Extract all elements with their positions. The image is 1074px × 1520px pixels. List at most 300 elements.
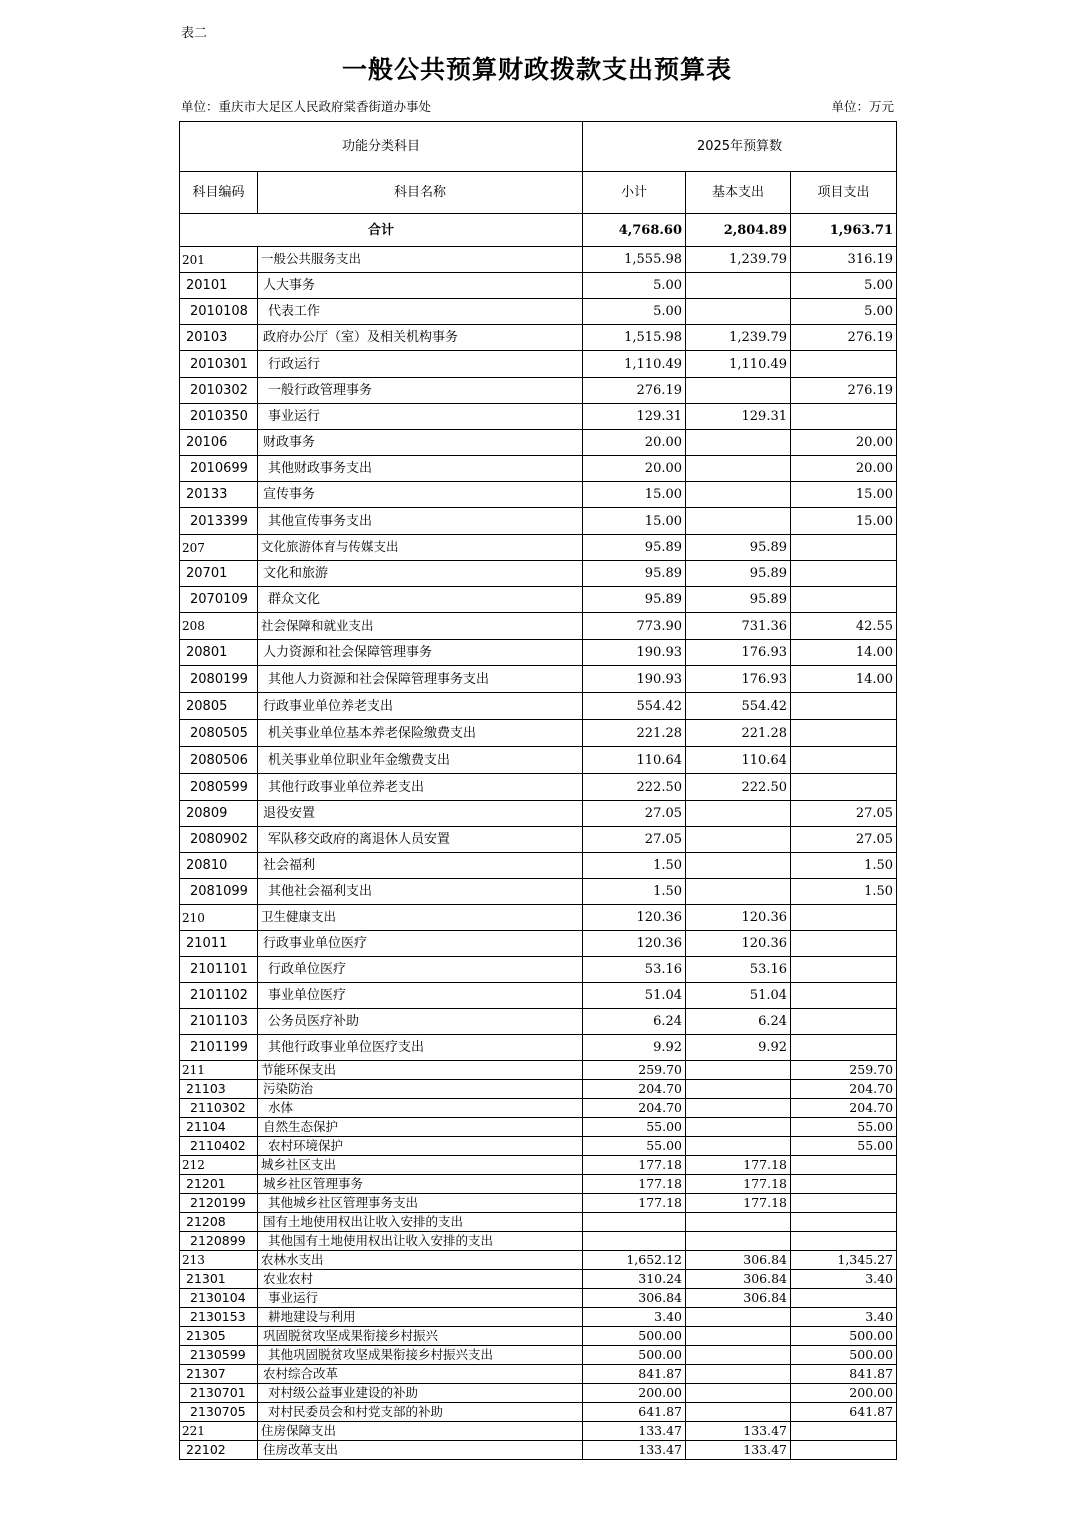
header-row-columns [180,172,897,214]
cell-project [791,404,897,430]
cell-code: 212 [180,1156,258,1175]
table-row [180,456,897,482]
table-row [180,1422,897,1441]
table-row [180,1194,897,1213]
table-row [180,1061,897,1080]
table-row [180,983,897,1009]
cell-subtotal: 177.18 [583,1156,686,1175]
cell-code: 2120899 [180,1232,258,1251]
cell-subtotal: 259.70 [583,1061,686,1080]
cell-code: 2110302 [180,1099,258,1118]
cell-name: 社会福利 [258,853,583,879]
table-row [180,378,897,404]
cell-subtotal: 110.64 [583,747,686,774]
cell-basic: 1,110.49 [686,351,791,378]
cell-subtotal: 55.00 [583,1118,686,1137]
cell-basic [686,378,791,404]
page-title: 一般公共预算财政拨款支出预算表 [341,55,732,84]
cell-subtotal: 310.24 [583,1270,686,1289]
cell-project: 5.00 [791,299,897,325]
cell-name: 人大事务 [258,273,583,299]
cell-name: 其他人力资源和社会保障管理事务支出 [258,666,583,693]
cell-project: 276.19 [791,325,897,351]
cell-basic: 306.84 [686,1251,791,1270]
cell-basic: 120.36 [686,931,791,957]
table-row [180,1175,897,1194]
table-row [180,1308,897,1327]
cell-project [791,747,897,774]
cell-subtotal: 95.89 [583,587,686,613]
cell-code: 213 [180,1251,258,1270]
cell-code: 210 [180,905,258,931]
cell-basic: 95.89 [686,561,791,587]
cell-code: 2070109 [180,587,258,613]
table-row [180,720,897,747]
cell-basic [686,1327,791,1346]
cell-name: 事业运行 [258,404,583,430]
cell-project: 14.00 [791,640,897,666]
cell-project: 200.00 [791,1384,897,1403]
cell-project [791,587,897,613]
cell-basic [686,1403,791,1422]
cell-basic [686,1099,791,1118]
table-row [180,1118,897,1137]
cell-code: 2080199 [180,666,258,693]
table-row [180,1099,897,1118]
table-row [180,1365,897,1384]
cell-subtotal: 641.87 [583,1403,686,1422]
cell-project: 27.05 [791,801,897,827]
cell-name: 农村环境保护 [258,1137,583,1156]
header-subtotal: 小计 [583,172,686,214]
cell-basic: 1,239.79 [686,325,791,351]
cell-subtotal: 95.89 [583,561,686,587]
cell-code: 20801 [180,640,258,666]
cell-subtotal: 51.04 [583,983,686,1009]
cell-project: 641.87 [791,1403,897,1422]
cell-code: 21301 [180,1270,258,1289]
cell-code: 201 [180,247,258,273]
cell-project [791,1175,897,1194]
cell-code: 21011 [180,931,258,957]
cell-subtotal: 120.36 [583,905,686,931]
cell-project [791,1035,897,1061]
table-row [180,561,897,587]
cell-code: 2130705 [180,1403,258,1422]
table-row [180,351,897,378]
cell-name: 事业单位医疗 [258,983,583,1009]
table-row [180,1403,897,1422]
cell-name: 其他宣传事务支出 [258,508,583,535]
cell-subtotal: 27.05 [583,827,686,853]
cell-subtotal: 15.00 [583,508,686,535]
cell-project [791,535,897,561]
cell-project [791,983,897,1009]
cell-subtotal: 190.93 [583,640,686,666]
cell-project: 500.00 [791,1346,897,1365]
cell-basic: 306.84 [686,1270,791,1289]
cell-subtotal: 554.42 [583,693,686,720]
cell-subtotal: 841.87 [583,1365,686,1384]
table-row [180,693,897,720]
table-row [180,1289,897,1308]
cell-name: 对村级公益事业建设的补助 [258,1384,583,1403]
cell-code: 21208 [180,1213,258,1232]
cell-code: 2101101 [180,957,258,983]
cell-project [791,561,897,587]
cell-name: 军队移交政府的离退休人员安置 [258,827,583,853]
cell-code: 207 [180,535,258,561]
total-project: 1,963.71 [791,214,897,247]
cell-project [791,693,897,720]
budget-table-body [180,122,897,1460]
cell-project: 204.70 [791,1080,897,1099]
cell-project: 841.87 [791,1365,897,1384]
cell-basic: 554.42 [686,693,791,720]
cell-code: 208 [180,613,258,640]
cell-basic [686,1232,791,1251]
table-row [180,430,897,456]
cell-basic: 221.28 [686,720,791,747]
cell-name: 住房保障支出 [258,1422,583,1441]
cell-subtotal: 1,515.98 [583,325,686,351]
cell-project: 1.50 [791,853,897,879]
table-row [180,247,897,273]
cell-subtotal: 1,652.12 [583,1251,686,1270]
cell-project [791,1009,897,1035]
cell-project: 204.70 [791,1099,897,1118]
cell-name: 对村民委员会和村党支部的补助 [258,1403,583,1422]
table-row [180,666,897,693]
cell-code: 21305 [180,1327,258,1346]
cell-subtotal: 204.70 [583,1080,686,1099]
cell-code: 2120199 [180,1194,258,1213]
cell-name: 宣传事务 [258,482,583,508]
cell-name: 卫生健康支出 [258,905,583,931]
cell-name: 耕地建设与利用 [258,1308,583,1327]
cell-project: 316.19 [791,247,897,273]
cell-name: 住房改革支出 [258,1441,583,1460]
cell-subtotal: 5.00 [583,273,686,299]
cell-subtotal: 133.47 [583,1422,686,1441]
cell-subtotal: 20.00 [583,456,686,482]
cell-basic: 177.18 [686,1175,791,1194]
total-row [180,214,897,247]
cell-code: 21103 [180,1080,258,1099]
cell-name: 退役安置 [258,801,583,827]
table-row [180,273,897,299]
cell-project [791,1441,897,1460]
cell-basic: 222.50 [686,774,791,801]
cell-name: 人力资源和社会保障管理事务 [258,640,583,666]
cell-subtotal: 5.00 [583,299,686,325]
table-row [180,879,897,905]
cell-basic [686,1308,791,1327]
cell-subtotal: 1,555.98 [583,247,686,273]
cell-project [791,957,897,983]
table-row [180,1035,897,1061]
cell-name: 代表工作 [258,299,583,325]
cell-name: 农业农村 [258,1270,583,1289]
table-row [180,325,897,351]
cell-basic: 53.16 [686,957,791,983]
cell-project: 27.05 [791,827,897,853]
cell-code: 2080505 [180,720,258,747]
cell-name: 农村综合改革 [258,1365,583,1384]
table-row [180,1346,897,1365]
cell-code: 2080599 [180,774,258,801]
cell-basic [686,1061,791,1080]
cell-basic [686,299,791,325]
header-code: 科目编码 [180,172,258,214]
cell-project: 20.00 [791,430,897,456]
table-row [180,299,897,325]
total-subtotal: 4,768.60 [583,214,686,247]
cell-name: 城乡社区管理事务 [258,1175,583,1194]
cell-subtotal: 20.00 [583,430,686,456]
cell-name: 水体 [258,1099,583,1118]
table-row [180,1251,897,1270]
table-row [180,774,897,801]
table-row [180,1270,897,1289]
cell-code: 2010301 [180,351,258,378]
cell-basic: 9.92 [686,1035,791,1061]
cell-basic [686,1213,791,1232]
cell-name: 行政事业单位医疗 [258,931,583,957]
header-budget-year: 2025年预算数 [583,122,897,172]
cell-code: 20133 [180,482,258,508]
header-row-category [180,122,897,172]
cell-subtotal: 500.00 [583,1327,686,1346]
cell-code: 21201 [180,1175,258,1194]
cell-basic: 95.89 [686,587,791,613]
cell-basic: 51.04 [686,983,791,1009]
table-row [180,1137,897,1156]
cell-name: 污染防治 [258,1080,583,1099]
cell-name: 其他财政事务支出 [258,456,583,482]
cell-subtotal: 221.28 [583,720,686,747]
table-row [180,613,897,640]
cell-name: 政府办公厅（室）及相关机构事务 [258,325,583,351]
cell-project: 55.00 [791,1118,897,1137]
cell-subtotal: 1,110.49 [583,351,686,378]
cell-basic: 133.47 [686,1422,791,1441]
cell-subtotal: 200.00 [583,1384,686,1403]
cell-project [791,720,897,747]
cell-basic [686,273,791,299]
cell-code: 2101102 [180,983,258,1009]
cell-name: 其他行政事业单位养老支出 [258,774,583,801]
table-row [180,1384,897,1403]
cell-project [791,774,897,801]
cell-basic [686,1118,791,1137]
cell-code: 2013399 [180,508,258,535]
cell-project: 3.40 [791,1308,897,1327]
cell-name: 事业运行 [258,1289,583,1308]
table-row [180,1156,897,1175]
cell-project: 5.00 [791,273,897,299]
table-row [180,1080,897,1099]
table-row [180,931,897,957]
cell-subtotal: 500.00 [583,1346,686,1365]
cell-project: 3.40 [791,1270,897,1289]
table-row [180,1327,897,1346]
cell-code: 20805 [180,693,258,720]
cell-subtotal: 1.50 [583,879,686,905]
cell-code: 2080506 [180,747,258,774]
table-row [180,801,897,827]
cell-name: 其他社会福利支出 [258,879,583,905]
cell-code: 2101103 [180,1009,258,1035]
cell-subtotal: 15.00 [583,482,686,508]
cell-subtotal: 1.50 [583,853,686,879]
cell-subtotal [583,1213,686,1232]
cell-code: 2010699 [180,456,258,482]
table-row [180,587,897,613]
cell-project: 1,345.27 [791,1251,897,1270]
cell-name: 其他国有土地使用权出让收入安排的支出 [258,1232,583,1251]
cell-basic: 306.84 [686,1289,791,1308]
cell-project: 259.70 [791,1061,897,1080]
cell-code: 221 [180,1422,258,1441]
cell-project [791,1194,897,1213]
cell-name: 行政事业单位养老支出 [258,693,583,720]
cell-project [791,931,897,957]
cell-subtotal: 6.24 [583,1009,686,1035]
table-row [180,827,897,853]
cell-project [791,1289,897,1308]
cell-subtotal: 95.89 [583,535,686,561]
cell-code: 20103 [180,325,258,351]
cell-code: 2081099 [180,879,258,905]
cell-subtotal: 55.00 [583,1137,686,1156]
cell-code: 20809 [180,801,258,827]
cell-project: 20.00 [791,456,897,482]
cell-name: 节能环保支出 [258,1061,583,1080]
cell-basic: 176.93 [686,666,791,693]
cell-subtotal: 3.40 [583,1308,686,1327]
cell-subtotal: 177.18 [583,1175,686,1194]
cell-basic [686,1346,791,1365]
cell-subtotal: 204.70 [583,1099,686,1118]
cell-project: 15.00 [791,508,897,535]
cell-code: 20701 [180,561,258,587]
cell-name: 机关事业单位职业年金缴费支出 [258,747,583,774]
cell-basic [686,1365,791,1384]
cell-basic: 6.24 [686,1009,791,1035]
cell-name: 其他巩固脱贫攻坚成果衔接乡村振兴支出 [258,1346,583,1365]
cell-name: 文化和旅游 [258,561,583,587]
cell-subtotal: 133.47 [583,1441,686,1460]
cell-basic: 731.36 [686,613,791,640]
cell-basic [686,508,791,535]
total-label: 合计 [180,214,583,247]
cell-name: 一般公共服务支出 [258,247,583,273]
cell-name: 公务员医疗补助 [258,1009,583,1035]
table-row [180,957,897,983]
cell-subtotal: 177.18 [583,1194,686,1213]
cell-code: 21307 [180,1365,258,1384]
cell-basic: 177.18 [686,1194,791,1213]
cell-code: 211 [180,1061,258,1080]
total-basic: 2,804.89 [686,214,791,247]
cell-basic [686,879,791,905]
cell-subtotal: 27.05 [583,801,686,827]
cell-project: 500.00 [791,1327,897,1346]
cell-code: 2010302 [180,378,258,404]
cell-name: 群众文化 [258,587,583,613]
cell-subtotal: 129.31 [583,404,686,430]
table-row [180,1232,897,1251]
cell-basic: 129.31 [686,404,791,430]
cell-code: 2010108 [180,299,258,325]
cell-name: 行政运行 [258,351,583,378]
cell-name: 农林水支出 [258,1251,583,1270]
table-row [180,905,897,931]
cell-name: 国有土地使用权出让收入安排的支出 [258,1213,583,1232]
budget-table [179,121,897,1460]
cell-name: 社会保障和就业支出 [258,613,583,640]
cell-code: 22102 [180,1441,258,1460]
cell-basic [686,482,791,508]
cell-name: 机关事业单位基本养老保险缴费支出 [258,720,583,747]
header-project: 项目支出 [791,172,897,214]
cell-subtotal: 222.50 [583,774,686,801]
table-row [180,640,897,666]
cell-basic: 120.36 [686,905,791,931]
cell-project: 42.55 [791,613,897,640]
cell-basic [686,853,791,879]
table-row [180,1441,897,1460]
cell-subtotal: 190.93 [583,666,686,693]
cell-subtotal: 9.92 [583,1035,686,1061]
table-row [180,404,897,430]
cell-code: 2130701 [180,1384,258,1403]
cell-name: 城乡社区支出 [258,1156,583,1175]
cell-project: 55.00 [791,1137,897,1156]
cell-basic: 176.93 [686,640,791,666]
table-label: 表二 [181,26,208,41]
cell-code: 2130153 [180,1308,258,1327]
cell-code: 20810 [180,853,258,879]
cell-subtotal: 306.84 [583,1289,686,1308]
cell-basic [686,1137,791,1156]
cell-project: 14.00 [791,666,897,693]
unit-currency: 单位：万元 [831,99,894,114]
cell-project [791,1213,897,1232]
cell-subtotal: 120.36 [583,931,686,957]
cell-basic: 177.18 [686,1156,791,1175]
cell-basic [686,456,791,482]
cell-code: 2010350 [180,404,258,430]
cell-name: 其他城乡社区管理事务支出 [258,1194,583,1213]
cell-project [791,351,897,378]
cell-name: 文化旅游体育与传媒支出 [258,535,583,561]
table-row [180,747,897,774]
cell-basic [686,827,791,853]
cell-code: 2130599 [180,1346,258,1365]
cell-name: 自然生态保护 [258,1118,583,1137]
cell-project [791,1232,897,1251]
cell-subtotal: 276.19 [583,378,686,404]
cell-name: 一般行政管理事务 [258,378,583,404]
cell-basic [686,801,791,827]
cell-code: 2080902 [180,827,258,853]
header-category: 功能分类科目 [180,122,583,172]
table-row [180,1213,897,1232]
cell-code: 21104 [180,1118,258,1137]
cell-basic [686,1384,791,1403]
